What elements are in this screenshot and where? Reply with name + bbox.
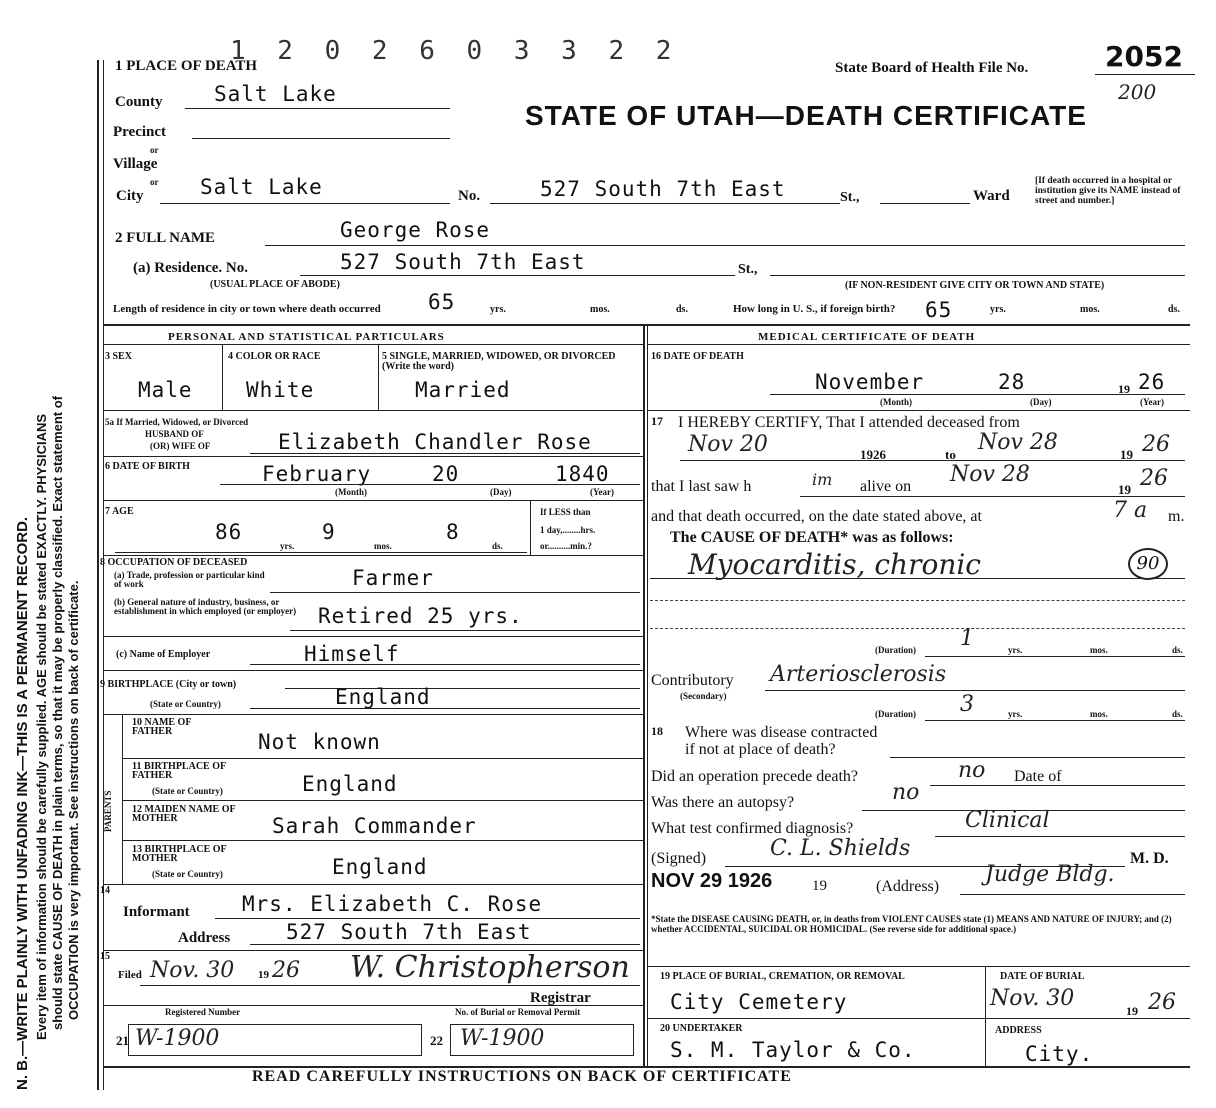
dod-year-cap: (Year) bbox=[1140, 397, 1164, 407]
attended-to-label: to bbox=[945, 447, 956, 462]
or-2: or bbox=[150, 177, 159, 187]
dod-month: November bbox=[815, 370, 925, 394]
dod-month-cap: (Month) bbox=[880, 397, 912, 407]
test-value: Clinical bbox=[965, 808, 1050, 833]
occupation-label: 8 OCCUPATION OF DECEASED bbox=[100, 557, 248, 568]
informant-address-line bbox=[250, 944, 640, 945]
street-st-label: St., bbox=[840, 190, 860, 205]
duration-value-1: 1 bbox=[960, 626, 974, 651]
medical-header: MEDICAL CERTIFICATE OF DEATH bbox=[758, 331, 976, 343]
occ-b-label: (b) General nature of industry, business, or establishment in which employed (or employer) bbox=[114, 597, 297, 616]
us-label: How long in U. S., if foreign birth? bbox=[733, 303, 896, 315]
cause-line-2 bbox=[650, 600, 1185, 601]
row-line-2 bbox=[103, 456, 643, 457]
mother-value: Sarah Commander bbox=[272, 814, 477, 838]
death-time: 7 a bbox=[1113, 498, 1148, 523]
signed-date-stamp: NOV 29 1926 bbox=[651, 870, 773, 892]
residence-value: 527 South 7th East bbox=[340, 250, 586, 274]
or-min-label: or..........min.? bbox=[540, 541, 592, 551]
if-less-label: If LESS than bbox=[540, 507, 591, 517]
color-label: 4 COLOR OR RACE bbox=[228, 351, 321, 362]
duration-value-2: 3 bbox=[960, 692, 974, 717]
us-years: 65 bbox=[925, 298, 953, 322]
secondary-number: 200 bbox=[1118, 80, 1157, 104]
file-label: State Board of Health File No. bbox=[835, 60, 1029, 76]
row-line-1 bbox=[103, 410, 643, 411]
employer-line bbox=[250, 664, 640, 665]
row-line-13 bbox=[103, 1005, 643, 1006]
filed-line bbox=[140, 985, 640, 986]
length-mos: mos. bbox=[590, 304, 610, 315]
filed-year-prefix: 19 bbox=[258, 969, 269, 981]
file-number: 2052 bbox=[1105, 40, 1183, 73]
cause-code: 90 bbox=[1128, 548, 1168, 580]
certify-num: 17 bbox=[651, 414, 663, 428]
dob-year: 1840 bbox=[555, 462, 610, 486]
residence-line bbox=[300, 275, 735, 276]
mother-label: 12 MAIDEN NAME OF MOTHER bbox=[132, 804, 236, 824]
contributory-line bbox=[765, 690, 1185, 691]
length-yrs: yrs. bbox=[490, 304, 506, 315]
birthplace-label: 9 BIRTHPLACE (City or town) bbox=[100, 679, 237, 690]
spouse-value: Elizabeth Chandler Rose bbox=[278, 430, 592, 454]
age-mos-value: 9 bbox=[322, 520, 336, 544]
age-divider bbox=[530, 500, 531, 555]
place-burial-label: 19 PLACE OF BURIAL, CREMATION, OR REMOVAL bbox=[660, 971, 905, 982]
footer-text: READ CAREFULLY INSTRUCTIONS ON BACK OF CERTIFICATE bbox=[252, 1068, 792, 1085]
death-occurred-text: and that death occurred, on the date stated above, at bbox=[651, 508, 982, 525]
side-note-line2: Every item of information should be carefully supplied. AGE should be stated EXACTLY. PHYSICIANS bbox=[34, 413, 49, 1040]
secondary-label: (Secondary) bbox=[680, 691, 727, 701]
registrar-signature: W. Christopherson bbox=[350, 950, 630, 985]
q18-line bbox=[890, 757, 1185, 758]
informant-value: Mrs. Elizabeth C. Rose bbox=[242, 892, 543, 916]
center-divider bbox=[643, 326, 645, 1068]
last-saw-year: 26 bbox=[1140, 466, 1168, 491]
county-value: Salt Lake bbox=[214, 82, 337, 106]
file-underline bbox=[1095, 74, 1195, 75]
undertaker-address-label: ADDRESS bbox=[995, 1025, 1042, 1036]
test-label: What test confirmed diagnosis? bbox=[651, 820, 854, 837]
mother-bp-cap: (State or Country) bbox=[152, 869, 223, 879]
document-title: STATE OF UTAH—DEATH CERTIFICATE bbox=[525, 100, 1087, 131]
q18-text-1: Where was disease contracted bbox=[685, 724, 878, 741]
filed-date: Nov. 30 bbox=[150, 958, 235, 983]
date-burial-label: DATE OF BURIAL bbox=[1000, 971, 1085, 982]
color-value: White bbox=[246, 378, 315, 402]
contributory-value: Arteriosclerosis bbox=[770, 662, 947, 687]
duration-label-2: (Duration) bbox=[875, 709, 916, 719]
length-years: 65 bbox=[428, 290, 456, 314]
employer-value: Himself bbox=[304, 642, 400, 666]
side-note-line4: OCCUPATION is very important. See instructions on back of certificate. bbox=[66, 580, 81, 1020]
side-note-line1: N. B.—WRITE PLAINLY WITH UNFADING INK—THIS IS A PERMANENT RECORD. bbox=[14, 516, 31, 1090]
length-residence-label: Length of residence in city or town where death occurred bbox=[113, 303, 381, 315]
burial-top-line bbox=[648, 966, 1190, 967]
attended-to-year: 26 bbox=[1142, 432, 1170, 457]
father-bp-value: England bbox=[302, 772, 398, 796]
birthplace-line-2 bbox=[250, 708, 640, 709]
burial-divider bbox=[985, 966, 986, 1068]
marital-label: 5 SINGLE, MARRIED, WIDOWED, OR DIVORCED (Write the word) bbox=[382, 351, 616, 372]
registrar-label: Registrar bbox=[530, 990, 591, 1006]
filed-num: 15 bbox=[100, 951, 110, 962]
last-saw-him: im bbox=[812, 470, 833, 489]
autopsy-label: Was there an autopsy? bbox=[651, 794, 795, 811]
residence-label: (a) Residence. No. bbox=[133, 260, 248, 276]
signed-year-prefix: 19 bbox=[812, 878, 827, 894]
physician-address-label: (Address) bbox=[876, 878, 940, 895]
center-divider-2 bbox=[647, 326, 648, 1068]
or-1: or bbox=[150, 145, 159, 155]
nonresident-note: (IF NON-RESIDENT GIVE CITY OR TOWN AND STATE) bbox=[845, 280, 1105, 291]
autopsy-value: no bbox=[892, 780, 920, 805]
personal-header-line bbox=[103, 344, 643, 345]
birthplace-state-cap: (State or Country) bbox=[150, 699, 221, 709]
duration-ds-1: ds. bbox=[1172, 645, 1183, 655]
duration-mos-1: mos. bbox=[1090, 645, 1108, 655]
precinct-line bbox=[192, 138, 450, 139]
duration-yrs-2: yrs. bbox=[1008, 709, 1023, 719]
contributory-label: Contributory bbox=[651, 672, 734, 689]
burial-year-prefix: 19 bbox=[1126, 1004, 1138, 1018]
dod-day: 28 bbox=[998, 370, 1026, 394]
ward-note: [If death occurred in a hospital or institution give its NAME instead of street and number.] bbox=[1035, 176, 1181, 206]
mother-bp-label: 13 BIRTHPLACE OF MOTHER bbox=[132, 844, 227, 864]
father-value: Not known bbox=[258, 730, 381, 754]
dob-day-cap: (Day) bbox=[490, 487, 512, 497]
test-line bbox=[935, 836, 1185, 837]
burial-permit-label: No. of Burial or Removal Permit bbox=[455, 1007, 581, 1017]
duration-label-1: (Duration) bbox=[875, 645, 916, 655]
father-label: 10 NAME OF FATHER bbox=[132, 717, 192, 737]
row-line-8 bbox=[122, 758, 643, 759]
ward-line bbox=[880, 203, 970, 204]
date-burial-value: Nov. 30 bbox=[990, 986, 1075, 1011]
residence-st: St., bbox=[738, 262, 758, 277]
operation-label: Did an operation precede death? bbox=[651, 768, 859, 785]
full-name-value: George Rose bbox=[340, 218, 491, 242]
physician-address-line bbox=[960, 894, 1185, 895]
county-line bbox=[185, 108, 450, 109]
reg-no-label: Registered Number bbox=[165, 1007, 241, 1017]
q18-text-2: if not at place of death? bbox=[685, 741, 836, 758]
burial-year: 26 bbox=[1148, 990, 1176, 1015]
dod-label: 16 DATE OF DEATH bbox=[651, 351, 744, 362]
cause-label: The CAUSE OF DEATH* was as follows: bbox=[670, 529, 954, 546]
attended-from: Nov 20 bbox=[688, 432, 768, 457]
last-saw-date: Nov 28 bbox=[950, 462, 1030, 487]
sex-value: Male bbox=[138, 378, 193, 402]
employer-label: (c) Name of Employer bbox=[116, 649, 211, 660]
stamp-number: 1 2 0 2 6 0 3 3 2 2 bbox=[230, 36, 680, 66]
cause-line-3 bbox=[650, 628, 1185, 629]
age-ds-value: 8 bbox=[446, 520, 460, 544]
parents-divider bbox=[122, 714, 123, 884]
filed-label: Filed bbox=[118, 969, 142, 981]
death-time-m: m. bbox=[1168, 508, 1185, 525]
operation-line bbox=[930, 785, 1185, 786]
cause-value: Myocarditis, chronic bbox=[688, 548, 981, 581]
age-label: 7 AGE bbox=[105, 506, 134, 517]
age-yrs-label: yrs. bbox=[280, 541, 295, 551]
attended-from-year: 1926 bbox=[860, 447, 886, 462]
dod-line bbox=[770, 394, 1185, 395]
duration-mos-2: mos. bbox=[1090, 709, 1108, 719]
alive-on-label: alive on bbox=[860, 478, 912, 495]
city-line bbox=[160, 203, 450, 204]
physician-signature: C. L. Shields bbox=[770, 836, 911, 861]
left-border bbox=[97, 60, 99, 1090]
dob-month: February bbox=[262, 462, 372, 486]
dob-year-cap: (Year) bbox=[590, 487, 614, 497]
row-line-5 bbox=[103, 636, 643, 637]
spouse-label-2: HUSBAND OF bbox=[145, 429, 204, 439]
industry-line bbox=[290, 630, 640, 631]
dod-day-cap: (Day) bbox=[1030, 397, 1052, 407]
informant-num: 14 bbox=[100, 885, 110, 896]
side-note-line3: should state CAUSE OF DEATH in plain terms, so that it may be properly classified. Exact statement of bbox=[50, 395, 65, 1030]
reg-no-value: W-1900 bbox=[135, 1026, 220, 1051]
father-bp-cap: (State or Country) bbox=[152, 786, 223, 796]
cause-line-1 bbox=[650, 578, 1185, 579]
dod-year: 26 bbox=[1138, 370, 1166, 394]
age-ds-label: ds. bbox=[492, 541, 503, 551]
place-of-death-label: 1 PLACE OF DEATH bbox=[115, 58, 258, 74]
reg-no-num: 21 bbox=[116, 1033, 129, 1048]
city-label: City bbox=[116, 188, 144, 204]
personal-header: PERSONAL AND STATISTICAL PARTICULARS bbox=[168, 331, 445, 343]
birthplace-value: England bbox=[335, 685, 431, 709]
city-value: Salt Lake bbox=[200, 175, 323, 199]
burial-no-value: W-1900 bbox=[460, 1026, 545, 1051]
occ-a-label: (a) Trade, profession or particular kind of work bbox=[114, 570, 265, 589]
duration-line-1 bbox=[925, 656, 1185, 657]
full-name-line bbox=[265, 245, 1185, 246]
industry-value: Retired 25 yrs. bbox=[318, 604, 523, 628]
informant-address-value: 527 South 7th East bbox=[286, 920, 532, 944]
street-value: 527 South 7th East bbox=[540, 177, 786, 201]
county-label: County bbox=[115, 94, 163, 110]
signed-label: (Signed) bbox=[651, 850, 707, 867]
row-line-6 bbox=[103, 670, 643, 671]
spouse-label-3: (OR) WIFE OF bbox=[150, 441, 211, 451]
attended-to-year-prefix: 19 bbox=[1120, 447, 1133, 462]
marital-value: Married bbox=[415, 378, 511, 402]
length-ds: ds. bbox=[676, 304, 688, 315]
duration-yrs-1: yrs. bbox=[1008, 645, 1023, 655]
md-label: M. D. bbox=[1130, 850, 1169, 867]
sex-label: 3 SEX bbox=[105, 351, 132, 362]
undertaker-label: 20 UNDERTAKER bbox=[660, 1023, 743, 1034]
day-hrs-label: 1 day,........hrs. bbox=[540, 525, 596, 535]
row-line-10 bbox=[122, 840, 643, 841]
usual-place-label: (USUAL PLACE OF ABODE) bbox=[210, 279, 340, 290]
dob-label: 6 DATE OF BIRTH bbox=[105, 461, 190, 472]
physician-address-value: Judge Bldg. bbox=[985, 862, 1115, 887]
informant-label: Informant bbox=[123, 904, 190, 920]
q18-num: 18 bbox=[651, 724, 663, 738]
precinct-label: Precinct bbox=[113, 124, 167, 140]
us-ds: ds. bbox=[1168, 304, 1180, 315]
sex-divider bbox=[222, 345, 223, 410]
street-no-label: No. bbox=[458, 188, 481, 204]
street-line bbox=[490, 203, 840, 204]
village-label: Village bbox=[113, 156, 158, 172]
last-saw-line bbox=[800, 496, 1185, 497]
age-mos-label: mos. bbox=[374, 541, 392, 551]
row-line-3 bbox=[103, 500, 643, 501]
residence-line-2 bbox=[770, 275, 1185, 276]
duration-line-2 bbox=[925, 720, 1185, 721]
dob-line bbox=[220, 484, 640, 485]
row-line-7 bbox=[103, 714, 643, 715]
mother-bp-value: England bbox=[332, 855, 428, 879]
undertaker-value: S. M. Taylor & Co. bbox=[670, 1038, 916, 1062]
burial-no-num: 22 bbox=[430, 1033, 443, 1048]
undertaker-address-value: City. bbox=[1025, 1042, 1094, 1066]
attended-to: Nov 28 bbox=[978, 430, 1058, 455]
left-border-inner bbox=[103, 60, 104, 1090]
dob-month-cap: (Month) bbox=[335, 487, 367, 497]
color-divider bbox=[378, 345, 379, 410]
occupation-line bbox=[270, 592, 640, 593]
certify-text: I HEREBY CERTIFY, That I attended deceased from bbox=[678, 414, 1020, 431]
last-saw-year-prefix: 19 bbox=[1118, 482, 1131, 497]
row-line-9 bbox=[122, 800, 643, 801]
operation-value: no bbox=[958, 758, 986, 783]
date-of-label: Date of bbox=[1014, 768, 1062, 785]
burial-mid-line bbox=[648, 1018, 1190, 1019]
us-mos: mos. bbox=[1080, 304, 1100, 315]
full-name-label: 2 FULL NAME bbox=[115, 230, 216, 246]
dod-year-prefix: 19 bbox=[1118, 382, 1130, 396]
father-bp-label: 11 BIRTHPLACE OF FATHER bbox=[132, 761, 226, 781]
last-saw-text: that I last saw h bbox=[651, 478, 752, 495]
age-yrs-value: 86 bbox=[215, 520, 243, 544]
spouse-label-1: 5a If Married, Widowed, or Divorced bbox=[105, 417, 249, 427]
ward-label: Ward bbox=[973, 188, 1010, 204]
attended-line bbox=[680, 460, 1185, 461]
occupation-value: Farmer bbox=[352, 566, 434, 590]
informant-line bbox=[215, 918, 640, 919]
row-line-11 bbox=[103, 884, 643, 885]
medical-row-line-1 bbox=[648, 410, 1190, 411]
parents-label: PARENTS bbox=[103, 790, 113, 832]
medical-footnote: *State the DISEASE CAUSING DEATH, or, in deaths from VIOLENT CAUSES state (1) MEANS AND NATURE OF INJURY; and (2) whether ACCIDENTAL, SUICIDAL OR HOMICIDAL. (See reverse side for additional space.) bbox=[651, 914, 1172, 934]
us-yrs: yrs. bbox=[990, 304, 1006, 315]
place-burial-value: City Cemetery bbox=[670, 990, 848, 1014]
age-line bbox=[115, 552, 527, 553]
row-line-4 bbox=[103, 555, 643, 556]
duration-ds-2: ds. bbox=[1172, 709, 1183, 719]
medical-header-line bbox=[648, 344, 1190, 345]
filed-year: 26 bbox=[272, 958, 300, 983]
informant-address-label: Address bbox=[178, 930, 231, 946]
dob-day: 20 bbox=[432, 462, 460, 486]
spouse-line bbox=[250, 453, 640, 454]
